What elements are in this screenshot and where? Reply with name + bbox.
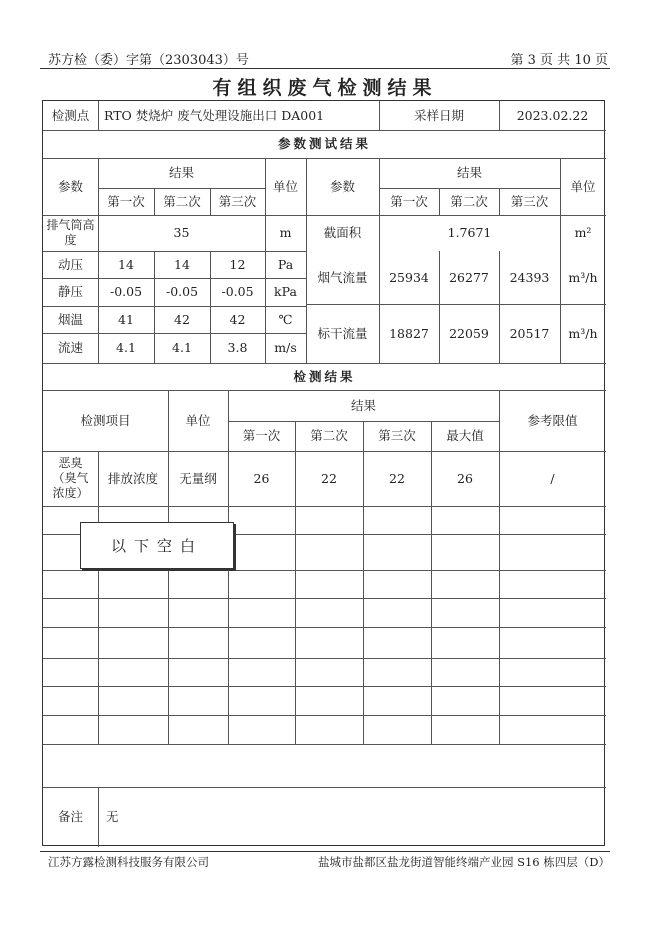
row-divider	[43, 658, 606, 659]
run-3-header: 第三次	[510, 193, 549, 209]
param-header: 参数	[329, 178, 355, 194]
param-value: 24393	[509, 269, 550, 285]
run-1-header: 第一次	[242, 428, 281, 444]
limit-header: 参考限值	[527, 412, 578, 428]
param-value: 3.8	[227, 340, 248, 356]
row-divider	[43, 686, 606, 687]
unit-header: 单位	[185, 412, 211, 428]
param-value: 14	[174, 256, 190, 272]
row-divider	[43, 715, 606, 716]
detect-max-value: 26	[457, 470, 473, 486]
detect-section-title: 检测结果	[293, 368, 356, 384]
param-unit: Pa	[277, 256, 294, 272]
detect-unit: 无量纲	[179, 470, 217, 486]
page-title: 有组织废气检测结果	[212, 77, 438, 99]
footer-address: 盐城市盐都区盐龙街道智能终端产业园 S16 栋四层（D）	[317, 855, 610, 869]
detect-limit: /	[550, 470, 555, 486]
param-unit: m³/h	[568, 325, 598, 341]
footer-rule	[40, 851, 610, 852]
row-divider	[43, 744, 606, 745]
param-value: 35	[173, 225, 190, 241]
param-name: 截面积	[323, 225, 362, 241]
param-header: 参数	[57, 178, 83, 194]
remark-label: 备注	[57, 809, 83, 825]
param-unit: ℃	[278, 311, 293, 327]
param-value: 4.1	[116, 340, 136, 356]
detect-value: 26	[253, 470, 270, 486]
results-table	[42, 100, 605, 846]
param-name: 排气筒高度	[46, 218, 95, 247]
result-header: 结果	[168, 165, 194, 181]
param-value: 42	[229, 311, 246, 327]
param-name: 烟气流量	[317, 269, 368, 285]
param-name: 烟温	[57, 311, 83, 327]
run-3-header: 第三次	[378, 428, 416, 444]
detect-value: 22	[389, 470, 405, 486]
param-value: 26277	[449, 269, 489, 285]
result-header: 结果	[350, 397, 376, 413]
param-unit: kPa	[274, 284, 297, 300]
param-name: 静压	[57, 284, 83, 300]
param-value: 1.7671	[447, 225, 492, 241]
max-header: 最大值	[446, 428, 484, 444]
param-value: -0.05	[165, 284, 199, 300]
row-divider	[43, 627, 606, 628]
param-value: 41	[118, 311, 134, 327]
run-1-header: 第一次	[107, 193, 145, 209]
param-value: 14	[118, 256, 134, 272]
param-value: 18827	[389, 325, 429, 341]
param-value: 20517	[509, 325, 550, 341]
document-number: 苏方检（委）字第（2303043）号	[48, 53, 249, 68]
item-header: 检测项目	[80, 412, 131, 428]
param-unit: m/s	[274, 340, 297, 356]
param-value: 42	[174, 311, 190, 327]
run-2-header: 第二次	[163, 193, 201, 209]
run-2-header: 第二次	[310, 428, 348, 444]
param-unit: m	[279, 225, 292, 241]
page-info: 第 3 页 共 10 页	[510, 53, 608, 68]
unit-header: 单位	[272, 178, 298, 194]
row-divider	[43, 570, 606, 571]
row-divider	[43, 506, 606, 507]
param-value: -0.05	[109, 284, 143, 300]
detect-value: 22	[321, 470, 337, 486]
run-1-header: 第一次	[390, 193, 428, 209]
header-rule	[40, 68, 610, 69]
param-value: 25934	[389, 269, 429, 285]
result-header: 结果	[456, 165, 482, 181]
detect-item: 恶臭（臭气浓度）	[52, 456, 89, 500]
run-3-header: 第三次	[218, 193, 257, 209]
param-name: 标干流量	[317, 325, 368, 341]
blank-below-stamp: 以下空白	[80, 522, 234, 569]
param-section-title: 参数测试结果	[277, 136, 371, 152]
footer-company: 江苏方露检测科技服务有限公司	[48, 855, 209, 869]
remark-value: 无	[106, 809, 119, 825]
param-value: -0.05	[221, 284, 254, 300]
run-2-header: 第二次	[450, 193, 488, 209]
sampling-point-label: 检测点	[51, 107, 90, 123]
sampling-point-value: RTO 焚烧炉 废气处理设施出口 DA001	[104, 107, 325, 123]
param-unit: m²	[574, 225, 592, 241]
unit-header: 单位	[570, 178, 596, 194]
param-name: 动压	[57, 256, 83, 272]
param-value: 22059	[449, 325, 489, 341]
row-divider	[43, 598, 606, 599]
sampling-date-label: 采样日期	[413, 107, 464, 123]
param-name: 流速	[57, 340, 83, 356]
param-value: 12	[229, 256, 246, 272]
detect-sub-item: 排放浓度	[107, 470, 158, 486]
sampling-date-value: 2023.02.22	[516, 107, 589, 123]
param-value: 4.1	[172, 340, 192, 356]
param-unit: m³/h	[568, 269, 598, 285]
